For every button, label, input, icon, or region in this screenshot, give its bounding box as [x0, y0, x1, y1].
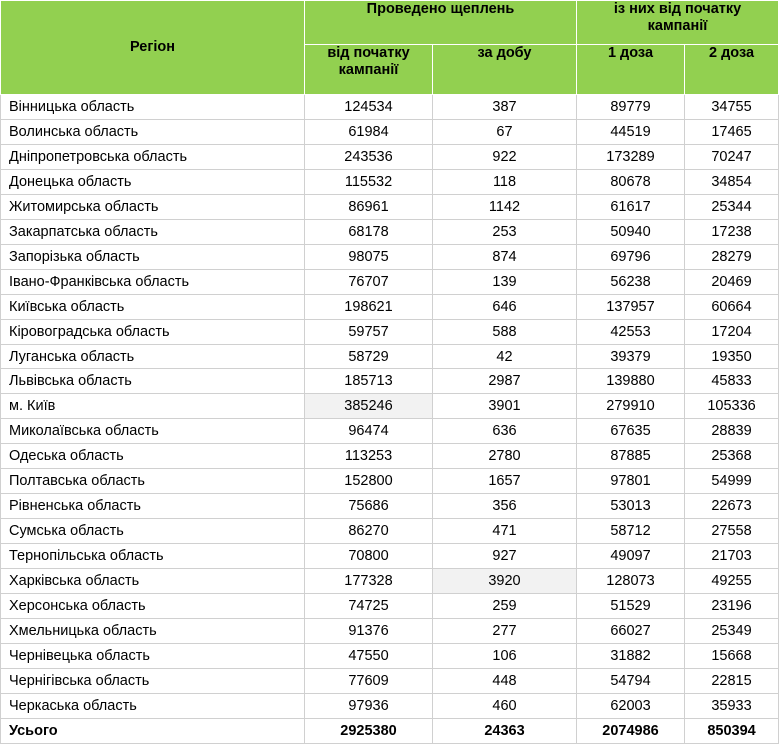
per-day-cell: 2780 — [433, 444, 577, 469]
per-day-cell: 1142 — [433, 194, 577, 219]
dose1-cell: 128073 — [577, 569, 685, 594]
dose1-cell: 54794 — [577, 668, 685, 693]
table-row — [1, 444, 779, 469]
per-day-cell: 67 — [433, 119, 577, 144]
table-row — [1, 294, 779, 319]
region-cell: Чернігівська область — [1, 668, 305, 693]
region-cell: Херсонська область — [1, 594, 305, 619]
dose2-cell: 19350 — [685, 344, 779, 369]
dose2-cell: 35933 — [685, 693, 779, 718]
since-start-cell: 243536 — [305, 144, 433, 169]
since-start-cell: 113253 — [305, 444, 433, 469]
dose1-cell: 67635 — [577, 419, 685, 444]
dose2-cell: 20469 — [685, 269, 779, 294]
dose1-cell: 173289 — [577, 144, 685, 169]
dose2-cell: 17204 — [685, 319, 779, 344]
region-cell: Закарпатська область — [1, 219, 305, 244]
region-cell: Донецька область — [1, 169, 305, 194]
per-day-cell: 471 — [433, 519, 577, 544]
dose1-cell: 279910 — [577, 394, 685, 419]
per-day-cell: 277 — [433, 619, 577, 644]
region-cell: Сумська область — [1, 519, 305, 544]
dose1-cell: 56238 — [577, 269, 685, 294]
table-row — [1, 319, 779, 344]
per-day-cell: 387 — [433, 95, 577, 120]
since-start-cell: 77609 — [305, 668, 433, 693]
dose2-cell: 23196 — [685, 594, 779, 619]
table-row — [1, 394, 779, 419]
dose1-cell: 39379 — [577, 344, 685, 369]
table-row — [1, 369, 779, 394]
dose1-cell: 50940 — [577, 219, 685, 244]
header-since-start: від початку кампанії — [305, 45, 433, 95]
per-day-cell: 106 — [433, 643, 577, 668]
since-start-cell: 59757 — [305, 319, 433, 344]
table-header — [1, 1, 779, 95]
header-per-day: за добу — [433, 45, 577, 95]
table-row — [1, 544, 779, 569]
region-cell: Чернівецька область — [1, 643, 305, 668]
since-start-cell: 70800 — [305, 544, 433, 569]
region-cell: Хмельницька область — [1, 619, 305, 644]
table-row — [1, 269, 779, 294]
dose2-cell: 25349 — [685, 619, 779, 644]
dose1-cell: 137957 — [577, 294, 685, 319]
header-of-them: із них від початку кампанії — [577, 1, 779, 45]
region-cell: Кіровоградська область — [1, 319, 305, 344]
per-day-cell: 259 — [433, 594, 577, 619]
since-start-cell: 198621 — [305, 294, 433, 319]
dose2-cell: 34854 — [685, 169, 779, 194]
dose1-cell: 44519 — [577, 119, 685, 144]
dose1-cell: 66027 — [577, 619, 685, 644]
per-day-cell: 1657 — [433, 469, 577, 494]
dose2-cell: 54999 — [685, 469, 779, 494]
per-day-cell: 356 — [433, 494, 577, 519]
per-day-cell: 646 — [433, 294, 577, 319]
region-cell: Дніпропетровська область — [1, 144, 305, 169]
since-start-cell: 115532 — [305, 169, 433, 194]
since-start-cell: 58729 — [305, 344, 433, 369]
since-start-cell: 177328 — [305, 569, 433, 594]
since-start-cell: 385246 — [305, 394, 433, 419]
dose2-cell: 34755 — [685, 95, 779, 120]
per-day-cell: 139 — [433, 269, 577, 294]
dose2-cell: 105336 — [685, 394, 779, 419]
since-start-cell: 74725 — [305, 594, 433, 619]
per-day-cell: 42 — [433, 344, 577, 369]
table-body — [1, 95, 779, 744]
dose1-cell: 53013 — [577, 494, 685, 519]
table-row — [1, 643, 779, 668]
region-cell: Одеська область — [1, 444, 305, 469]
header-vaccinated: Проведено щеплень — [305, 1, 577, 45]
since-start-cell: 96474 — [305, 419, 433, 444]
dose2-cell: 27558 — [685, 519, 779, 544]
dose1-cell: 87885 — [577, 444, 685, 469]
per-day-cell: 448 — [433, 668, 577, 693]
since-start-cell: 76707 — [305, 269, 433, 294]
dose2-cell: 22673 — [685, 494, 779, 519]
table-row — [1, 693, 779, 718]
dose2-cell: 70247 — [685, 144, 779, 169]
table-row — [1, 668, 779, 693]
region-cell: Тернопільська область — [1, 544, 305, 569]
table-row — [1, 419, 779, 444]
region-cell: Волинська область — [1, 119, 305, 144]
header-region: Регіон — [1, 1, 305, 95]
table-row — [1, 519, 779, 544]
dose2-cell: 49255 — [685, 569, 779, 594]
per-day-cell: 588 — [433, 319, 577, 344]
dose1-cell: 62003 — [577, 693, 685, 718]
region-cell: Житомирська область — [1, 194, 305, 219]
region-cell: Черкаська область — [1, 693, 305, 718]
since-start-cell: 152800 — [305, 469, 433, 494]
table-row — [1, 119, 779, 144]
table-row — [1, 219, 779, 244]
per-day-cell: 922 — [433, 144, 577, 169]
per-day-cell: 874 — [433, 244, 577, 269]
per-day-cell: 636 — [433, 419, 577, 444]
table-row — [1, 95, 779, 120]
since-start-cell: 185713 — [305, 369, 433, 394]
dose1-cell: 58712 — [577, 519, 685, 544]
dose1-cell: 69796 — [577, 244, 685, 269]
dose2-cell: 28279 — [685, 244, 779, 269]
table-row — [1, 169, 779, 194]
dose1-cell: 42553 — [577, 319, 685, 344]
since-start-cell: 98075 — [305, 244, 433, 269]
table-row — [1, 569, 779, 594]
region-cell: Луганська область — [1, 344, 305, 369]
dose1-cell: 97801 — [577, 469, 685, 494]
table-row — [1, 144, 779, 169]
dose1-cell: 89779 — [577, 95, 685, 120]
dose1-cell: 51529 — [577, 594, 685, 619]
per-day-cell: 2987 — [433, 369, 577, 394]
since-start-cell: 86961 — [305, 194, 433, 219]
region-cell: Харківська область — [1, 569, 305, 594]
total-dose1-cell: 2074986 — [577, 718, 685, 743]
dose2-cell: 60664 — [685, 294, 779, 319]
dose2-cell: 28839 — [685, 419, 779, 444]
table-row — [1, 469, 779, 494]
header-dose2: 2 доза — [685, 45, 779, 95]
total-label: Усього — [1, 718, 305, 743]
per-day-cell: 3920 — [433, 569, 577, 594]
dose2-cell: 17238 — [685, 219, 779, 244]
since-start-cell: 97936 — [305, 693, 433, 718]
per-day-cell: 253 — [433, 219, 577, 244]
dose2-cell: 22815 — [685, 668, 779, 693]
per-day-cell: 3901 — [433, 394, 577, 419]
since-start-cell: 91376 — [305, 619, 433, 644]
region-cell: Миколаївська область — [1, 419, 305, 444]
total-per-day-cell: 24363 — [433, 718, 577, 743]
per-day-cell: 460 — [433, 693, 577, 718]
region-cell: м. Київ — [1, 394, 305, 419]
table-row — [1, 594, 779, 619]
region-cell: Київська область — [1, 294, 305, 319]
dose2-cell: 45833 — [685, 369, 779, 394]
since-start-cell: 75686 — [305, 494, 433, 519]
since-start-cell: 68178 — [305, 219, 433, 244]
header-dose1: 1 доза — [577, 45, 685, 95]
per-day-cell: 927 — [433, 544, 577, 569]
dose2-cell: 17465 — [685, 119, 779, 144]
dose1-cell: 31882 — [577, 643, 685, 668]
dose2-cell: 21703 — [685, 544, 779, 569]
table-row — [1, 619, 779, 644]
table-row — [1, 494, 779, 519]
dose2-cell: 25344 — [685, 194, 779, 219]
total-since-start-cell: 2925380 — [305, 718, 433, 743]
total-dose2-cell: 850394 — [685, 718, 779, 743]
total-row — [1, 718, 779, 743]
dose1-cell: 80678 — [577, 169, 685, 194]
table-row — [1, 344, 779, 369]
per-day-cell: 118 — [433, 169, 577, 194]
region-cell: Івано-Франківська область — [1, 269, 305, 294]
dose1-cell: 49097 — [577, 544, 685, 569]
region-cell: Вінницька область — [1, 95, 305, 120]
since-start-cell: 61984 — [305, 119, 433, 144]
dose2-cell: 25368 — [685, 444, 779, 469]
since-start-cell: 86270 — [305, 519, 433, 544]
dose1-cell: 61617 — [577, 194, 685, 219]
since-start-cell: 124534 — [305, 95, 433, 120]
region-cell: Рівненська область — [1, 494, 305, 519]
table-row — [1, 194, 779, 219]
region-cell: Полтавська область — [1, 469, 305, 494]
dose1-cell: 139880 — [577, 369, 685, 394]
region-cell: Запорізька область — [1, 244, 305, 269]
since-start-cell: 47550 — [305, 643, 433, 668]
table-row — [1, 244, 779, 269]
region-cell: Львівська область — [1, 369, 305, 394]
dose2-cell: 15668 — [685, 643, 779, 668]
